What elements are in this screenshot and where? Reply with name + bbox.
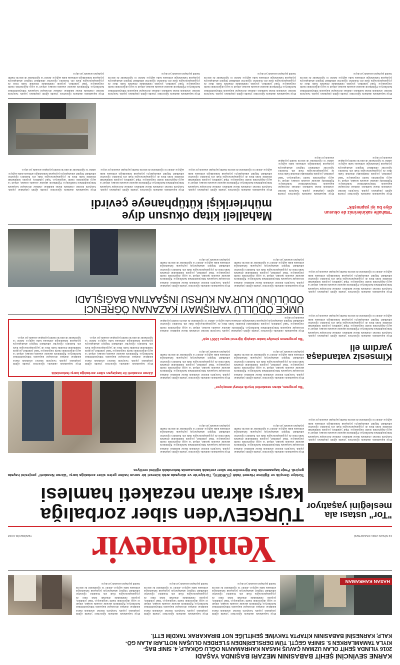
library-body-column-3: Proje kapsamında okullarda öğrencilere yönelik eğitim çalışmaları yapıldı. Gençlerin internet ortamında maruz kaldıkları olumsuz davranışlar karşısında bilinçlendirilmesi hedefleniyor. Eğitimlerde akranlar arasında nezaket, empati ve saygı değerlerinin önemi vurgulanıyor. Vakıf yetkilileri, projenin önümüzdeki dönemde farklı illere de yaygınlaştırılacağını ifade etti. Katılımcı öğrenciler edindikleri bilgileri arkadaşlarıyla paylaşarak farkındalığın artmasına katkı sağlıyor. Aileler ve öğretmenler de sürecin önemli paydaşları arasında yer alıyor. [8,168,96,191]
bottom-column-4: Proje kapsamında okullarda öğrencilere yönelik eğitim çalışmaları yapıldı. Gençlerin internet ortamında maruz kaldıkları olumsuz davranışlar karşısında bilinçlendirilmesi hedefleniyor. Eğitimlerde akranlar arasında nezaket, empati ve saygı değerlerinin önemi vurgulanıyor. Vakıf yetkilileri, projenin önümüzdeki dönemde farklı illere de yaygınlaştırılacağını ifade etti. Katılımcı öğrenciler edindikleri bilgileri arkadaşlarıyla paylaşarak farkındalığın artmasına katkı sağlıyor. Aileler ve öğretmenler de sürecin önemli paydaşları arasında yer alıyor. [8,72,104,95]
umke-body-column-2: Proje kapsamında okullarda öğrencilere yönelik eğitim çalışmaları yapıldı. Gençlerin internet ortamında maruz kaldıkları olumsuz davranışlar karşısında bilinçlendirilmesi hedefleniyor. Eğitimlerde akranlar arasında nezaket, empati ve saygı değerlerinin önemi vurgulanıyor. Vakıf yetkilileri, projenin önümüzdeki dönemde farklı illere de yaygınlaştırılacağını ifade etti. Katılımcı öğrenciler edindikleri bilgileri arkadaşlarıyla paylaşarak farkındalığın artmasına katkı sağlıyor. Aileler ve öğretmenler de sürecin önemli paydaşları arasında yer alıyor. [160,257,230,287]
library-quote [278,197,392,215]
lead-body-column-1: Proje kapsamında okullarda öğrencilere yönelik eğitim çalışmaları yapıldı. Gençlerin internet ortamında maruz kaldıkları olumsuz davranışlar karşısında bilinçlendirilmesi hedefleniyor. Eğitimlerde akranlar arasında nezaket, empati ve saygı değerlerinin önemi vurgulanıyor. Vakıf yetkilileri, projenin önümüzdeki dönemde farklı illere de yaygınlaştırılacağını ifade etti. Katılımcı öğrenciler edindikleri bilgileri arkadaşlarıyla paylaşarak farkındalığın artmasına katkı sağlıyor. Aileler ve öğretmenler de sürecin önemli paydaşları arasında yer alıyor. [234,423,304,453]
lead-headline [8,479,304,523]
lead-headline-line-1: TÜRGEV'den siber zorbalığa [40,503,304,525]
top-story-photo-caption: HASAN KAHRAMAN [340,578,392,585]
masthead-top-rule [8,570,392,571]
lead-headline-line-2: karşı akran nezaketi hamlesi [40,483,304,506]
kimsesiz-headline [308,339,392,361]
top-story-photo-small [8,575,72,615]
umke-body-column-1: Proje kapsamında okullarda öğrencilere yönelik eğitim çalışmaları yapıldı. Gençlerin internet ortamında maruz kaldıkları olumsuz davranışlar karşısında bilinçlendirilmesi hedefleniyor. Eğitimlerde akranlar arasında nezaket, empati ve saygı değerlerinin önemi vurgulanıyor. Vakıf yetkilileri, projenin önümüzdeki dönemde farklı illere de yaygınlaştırılacağını ifade etti. Katılımcı öğrenciler edindikleri bilgileri arkadaşlarıyla paylaşarak farkındalığın artmasına katkı sağlıyor. Aileler ve öğretmenler de sürecin önemli paydaşları arasında yer alıyor. [234,257,304,287]
masthead-logo [76,529,276,569]
library-body-column-2: Proje kapsamında okullarda öğrencilere yönelik eğitim çalışmaları yapıldı. Gençlerin internet ortamında maruz kaldıkları olumsuz davranışlar karşısında bilinçlendirilmesi hedefleniyor. Eğitimlerde akranlar arasında nezaket, empati ve saygı değerlerinin önemi vurgulanıyor. Vakıf yetkilileri, projenin önümüzdeki dönemde farklı illere de yaygınlaştırılacağını ifade etti. Katılımcı öğrenciler edindikleri bilgileri arkadaşlarıyla paylaşarak farkındalığın artmasına katkı sağlıyor. Aileler ve öğretmenler de sürecin önemli paydaşları arasında yer alıyor. [100,168,184,191]
umke-headline-line-1: UMKE ÖDÜLLÜ YARIŞMAYI KAZANAN ÖĞRENCİ [84,303,304,314]
kimsesiz-body: Proje kapsamında okullarda öğrencilere yönelik eğitim çalışmaları yapıldı. Gençlerin internet ortamında maruz kaldıkları olumsuz davranışlar karşısında bilinçlendirilmesi hedefleniyor. Eğitimlerde akranlar arasında nezaket, empati ve saygı değerlerinin önemi vurgulanıyor. Vakıf yetkilileri, projenin önümüzdeki dönemde farklı illere de yaygınlaştırılacağını ifade etti. Katılımcı öğrenciler edindikleri bilgileri arkadaşlarıyla paylaşarak farkındalığın artmasına katkı sağlıyor. Aileler ve öğretmenler de sürecin önemli paydaşları arasında yer alıyor. [308,314,392,337]
top-story-title: KARNE SEVİNCİNİ ŞEHİT BABASININ MEZARI BAŞINDA YAŞADI [195,652,392,659]
top-story-column-2: Proje kapsamında okullarda öğrencilere yönelik eğitim çalışmaları yapıldı. Gençlerin internet ortamında maruz kaldıkları olumsuz davranışlar karşısında bilinçlendirilmesi hedefleniyor. Eğitimlerde akranlar arasında nezaket, empati ve saygı değerlerinin önemi vurgulanıyor. Vakıf yetkilileri, projenin önümüzdeki dönemde farklı illere de yaygınlaştırılacağını ifade etti. Katılımcı öğrenciler edindikleri bilgileri arkadaşlarıyla paylaşarak farkındalığın artmasına katkı sağlıyor. Aileler ve öğretmenler de sürecin önemli paydaşları arasında yer alıyor. [144,582,208,615]
bottom-column-2: Proje kapsamında okullarda öğrencilere yönelik eğitim çalışmaları yapıldı. Gençlerin internet ortamında maruz kaldıkları olumsuz davranışlar karşısında bilinçlendirilmesi hedefleniyor. Eğitimlerde akranlar arasında nezaket, empati ve saygı değerlerinin önemi vurgulanıyor. Vakıf yetkilileri, projenin önümüzdeki dönemde farklı illere de yaygınlaştırılacağını ifade etti. Katılımcı öğrenciler edindikleri bilgileri arkadaşlarıyla paylaşarak farkındalığın artmasına katkı sağlıyor. Aileler ve öğretmenler de sürecin önemli paydaşları arasında yer alıyor. [204,72,296,95]
kimsesiz-rule [308,364,392,365]
lead-section-head: "Bu program, akran nezaketini teşvik etmeyi amaçlıyor" [214,385,304,389]
usta-headline-line-2: mesleğini yaşatıyor [306,500,392,511]
left-column-body-1: Proje kapsamında okullarda öğrencilere yönelik eğitim çalışmaları yapıldı. Gençlerin internet ortamında maruz kaldıkları olumsuz davranışlar karşısında bilinçlendirilmesi hedefleniyor. Eğitimlerde akranlar arasında nezaket, empati ve saygı değerlerinin önemi vurgulanıyor. Vakıf yetkilileri, projenin önümüzdeki dönemde farklı illere de yaygınlaştırılacağını ifade etti. Katılımcı öğrenciler edindikleri bilgileri arkadaşlarıyla paylaşarak farkındalığın artmasına katkı sağlıyor. Aileler ve öğretmenler de sürecin önemli paydaşları arasında yer alıyor. [308,270,392,293]
top-story-summary-2: KIYLA TAMAMLARKEN 5. SINIFA GEÇTİ. TÜM DERSLERİNDEN 5'LERDEN OLUŞAN NOTLARI ALAN GÖ- [125,638,392,645]
top-story-summary-1: 2016 YILINDA ŞEHİT OLAN UZMAN ÇAVUŞ HASAN KAHRAMAN'IN OĞLU GÖKALP, 4. SINIF BAŞ- [143,645,392,652]
kimsesiz-headline-line-1: Kimsesiz vatandaşa [306,352,392,362]
masthead-date: 19 NİSAN 2021 PAZARTESİ [353,534,392,538]
masthead [8,529,392,569]
bottom-column-3: Proje kapsamında okullarda öğrencilere yönelik eğitim çalışmaları yapıldı. Gençlerin internet ortamında maruz kaldıkları olumsuz davranışlar karşısında bilinçlendirilmesi hedefleniyor. Eğitimlerde akranlar arasında nezaket, empati ve saygı değerlerinin önemi vurgulanıyor. Vakıf yetkilileri, projenin önümüzdeki dönemde farklı illere de yaygınlaştırılacağını ifade etti. Katılımcı öğrenciler edindikleri bilgileri arkadaşlarıyla paylaşarak farkındalığın artmasına katkı sağlıyor. Aileler ve öğretmenler de sürecin önemli paydaşları arasında yer alıyor. [108,72,200,95]
lead-body-column-3: Proje kapsamında okullarda öğrencilere yönelik eğitim çalışmaları yapıldı. Gençlerin internet ortamında maruz kaldıkları olumsuz davranışlar karşısında bilinçlendirilmesi hedefleniyor. Eğitimlerde akranlar arasında nezaket, empati ve saygı değerlerinin önemi vurgulanıyor. Vakıf yetkilileri, projenin önümüzdeki dönemde farklı illere de yaygınlaştırılacağını ifade etti. Katılımcı öğrenciler edindikleri bilgileri arkadaşlarıyla paylaşarak farkındalığın artmasına katkı sağlıyor. Aileler ve öğretmenler de sürecin önemli paydaşları arasında yer alıyor. [234,349,304,379]
umke-photo [8,229,156,287]
top-story-summary-3: KALP, KARNESİNİ BABASININ KİTAPTA TAKVİME ŞEHİTLİĞE NOT BIRAKARAK TAKDİM ETTİ. [151,632,392,639]
umke-rule [8,314,304,315]
library-quote-line-1: "Mahalle sakinlerimiz de okusun [324,210,392,215]
top-story-column-1: Proje kapsamında okullarda öğrencilere yönelik eğitim çalışmaları yapıldı. Gençlerin internet ortamında maruz kaldıkları olumsuz davranışlar karşısında bilinçlendirilmesi hedefleniyor. Eğitimlerde akranlar arasında nezaket, empati ve saygı değerlerinin önemi vurgulanıyor. Vakıf yetkilileri, projenin önümüzdeki dönemde farklı illere de yaygınlaştırılacağını ifade etti. Katılımcı öğrenciler edindikleri bilgileri arkadaşlarıyla paylaşarak farkındalığın artmasına katkı sağlıyor. Aileler ve öğretmenler de sürecin önemli paydaşları arasında yer alıyor. [212,582,276,615]
library-headline-line-2: mührlerikişi kütüphaneye çevirdi [90,197,272,211]
library-body-column-1: Proje kapsamında okullarda öğrencilere yönelik eğitim çalışmaları yapıldı. Gençlerin internet ortamında maruz kaldıkları olumsuz davranışlar karşısında bilinçlendirilmesi hedefleniyor. Eğitimlerde akranlar arasında nezaket, empati ve saygı değerlerinin önemi vurgulanıyor. Vakıf yetkilileri, projenin önümüzdeki dönemde farklı illere de yaygınlaştırılacağını ifade etti. Katılımcı öğrenciler edindikleri bilgileri arkadaşlarıyla paylaşarak farkındalığın artmasına katkı sağlıyor. Aileler ve öğretmenler de sürecin önemli paydaşları arasında yer alıyor. [188,168,272,191]
masthead-logo-accent: evir [92,528,153,570]
masthead-website: YENİDEVİR.COM [8,534,33,538]
usta-body: Proje kapsamında okullarda öğrencilere yönelik eğitim çalışmaları yapıldı. Gençlerin internet ortamında maruz kaldıkları olumsuz davranışlar karşısında bilinçlendirilmesi hedefleniyor. Eğitimlerde akranlar arasında nezaket, empati ve saygı değerlerinin önemi vurgulanıyor. Vakıf yetkilileri, projenin önümüzdeki dönemde farklı illere de yaygınlaştırılacağını ifade etti. Katılımcı öğrenciler edindikleri bilgileri arkadaşlarıyla paylaşarak farkındalığın artmasına katkı sağlıyor. Aileler ve öğretmenler de sürecin önemli paydaşları arasında yer alıyor. [308,418,392,441]
library-side-column-2: Proje kapsamında okullarda öğrencilere yönelik eğitim çalışmaları yapıldı. Gençlerin internet ortamında maruz kaldıkları olumsuz davranışlar karşısında bilinçlendirilmesi hedefleniyor. Eğitimlerde akranlar arasında nezaket, empati ve saygı değerlerinin önemi vurgulanıyor. Vakıf yetkilileri, projenin önümüzdeki dönemde farklı illere de yaygınlaştırılacağını ifade etti. Katılımcı öğrenciler edindikleri bilgileri arkadaşlarıyla paylaşarak farkındalığın artmasına katkı sağlıyor. Aileler ve öğretmenler de sürecin önemli paydaşları arasında yer alıyor. [278,155,334,195]
library-photo [8,103,96,155]
lead-sub-head: "Bu programın şimdiye kadar ulaştığı öğrenci sayısı 1000'i aştı" [201,337,304,341]
usta-headline [308,495,392,519]
usta-headline-line-1: "Tor" ustası ala [324,510,392,520]
bottom-column-1: Proje kapsamında okullarda öğrencilere yönelik eğitim çalışmaları yapıldı. Gençlerin internet ortamında maruz kaldıkları olumsuz davranışlar karşısında bilinçlendirilmesi hedefleniyor. Eğitimlerde akranlar arasında nezaket, empati ve saygı değerlerinin önemi vurgulanıyor. Vakıf yetkilileri, projenin önümüzdeki dönemde farklı illere de yaygınlaştırılacağını ifade etti. Katılımcı öğrenciler edindikleri bilgileri arkadaşlarıyla paylaşarak farkındalığın artmasına katkı sağlıyor. Aileler ve öğretmenler de sürecin önemli paydaşları arasında yer alıyor. [300,72,392,95]
top-story-column-3: Proje kapsamında okullarda öğrencilere yönelik eğitim çalışmaları yapıldı. Gençlerin internet ortamında maruz kaldıkları olumsuz davranışlar karşısında bilinçlendirilmesi hedefleniyor. Eğitimlerde akranlar arasında nezaket, empati ve saygı değerlerinin önemi vurgulanıyor. Vakıf yetkilileri, projenin önümüzdeki dönemde farklı illere de yaygınlaştırılacağını ifade etti. Katılımcı öğrenciler edindikleri bilgileri arkadaşlarıyla paylaşarak farkındalığın artmasına katkı sağlıyor. Aileler ve öğretmenler de sürecin önemli paydaşları arasında yer alıyor. [76,582,140,615]
masthead-logo-main: Yeniden [152,528,276,570]
top-story-kicker [8,615,392,659]
lead-sidebar-head: Akran nezaketi ile başlayan siber zorbalığa karşı farkındalık [51,371,153,375]
library-rule [8,224,392,225]
lead-body-column-2: Proje kapsamında okullarda öğrencilere yönelik eğitim çalışmaları yapıldı. Gençlerin internet ortamında maruz kaldıkları olumsuz davranışlar karşısında bilinçlendirilmesi hedefleniyor. Eğitimlerde akranlar arasında nezaket, empati ve saygı değerlerinin önemi vurgulanıyor. Vakıf yetkilileri, projenin önümüzdeki dönemde farklı illere de yaygınlaştırılacağını ifade etti. Katılımcı öğrenciler edindikleri bilgileri arkadaşlarıyla paylaşarak farkındalığın artmasına katkı sağlıyor. Aileler ve öğretmenler de sürecin önemli paydaşları arasında yer alıyor. [160,423,230,453]
umke-headline [8,289,304,313]
lead-body-column-5: Proje kapsamında okullarda öğrencilere yönelik eğitim çalışmaları yapıldı. Gençlerin internet ortamında maruz kaldıkları olumsuz davranışlar karşısında bilinçlendirilmesi hedefleniyor. Eğitimlerde akranlar arasında nezaket, empati ve saygı değerlerinin önemi vurgulanıyor. Vakıf yetkilileri, projenin önümüzdeki dönemde farklı illere de yaygınlaştırılacağını ifade etti. Katılımcı öğrenciler edindikleri bilgileri arkadaşlarıyla paylaşarak farkındalığın artmasına katkı sağlıyor. Aileler ve öğretmenler de sürecin önemli paydaşları arasında yer alıyor. [160,315,304,332]
usta-photo [308,443,392,493]
library-side-column-1: Proje kapsamında okullarda öğrencilere yönelik eğitim çalışmaları yapıldı. Gençlerin internet ortamında maruz kaldıkları olumsuz davranışlar karşısında bilinçlendirilmesi hedefleniyor. Eğitimlerde akranlar arasında nezaket, empati ve saygı değerlerinin önemi vurgulanıyor. Vakıf yetkilileri, projenin önümüzdeki dönemde farklı illere de yaygınlaştırılacağını ifade etti. Katılımcı öğrenciler edindikleri bilgileri arkadaşlarıyla paylaşarak farkındalığın artmasına katkı sağlıyor. Aileler ve öğretmenler de sürecin önemli paydaşları arasında yer alıyor. [338,155,392,195]
bottom-rule [8,98,392,99]
lead-photo [8,381,156,453]
umke-headline-line-2: ÖDÜLÜNÜ KUR'AN KURSU İNŞAATINA BAĞIŞLADI [75,292,304,304]
library-quote-line-2: diye bu işi yapmıştık" [346,204,392,210]
lead-sidebar-body-2: Proje kapsamında okullarda öğrencilere yönelik eğitim çalışmaları yapıldı. Gençlerin internet ortamında maruz kaldıkları olumsuz davranışlar karşısında bilinçlendirilmesi hedefleniyor. Eğitimlerde akranlar arasında nezaket, empati ve saygı değerlerinin önemi vurgulanıyor. Vakıf yetkilileri, projenin önümüzdeki dönemde farklı illere de yaygınlaştırılacağını ifade etti. Katılımcı öğrenciler edindikleri bilgileri arkadaşlarıyla paylaşarak farkındalığın artmasına katkı sağlıyor. Aileler ve öğretmenler de sürecin önemli paydaşları arasında yer alıyor. [13,335,81,365]
library-headline-line-1: Mahalleli kitap okusun diye [121,209,272,222]
lead-sidebar-body-1: Proje kapsamında okullarda öğrencilere yönelik eğitim çalışmaları yapıldı. Gençlerin internet ortamında maruz kaldıkları olumsuz davranışlar karşısında bilinçlendirilmesi hedefleniyor. Eğitimlerde akranlar arasında nezaket, empati ve saygı değerlerinin önemi vurgulanıyor. Vakıf yetkilileri, projenin önümüzdeki dönemde farklı illere de yaygınlaştırılacağını ifade etti. Katılımcı öğrenciler edindikleri bilgileri arkadaşlarıyla paylaşarak farkındalığın artmasına katkı sağlıyor. Aileler ve öğretmenler de sürecin önemli paydaşları arasında yer alıyor. [85,335,153,365]
lead-body-column-4: Proje kapsamında okullarda öğrencilere yönelik eğitim çalışmaları yapıldı. Gençlerin internet ortamında maruz kaldıkları olumsuz davranışlar karşısında bilinçlendirilmesi hedefleniyor. Eğitimlerde akranlar arasında nezaket, empati ve saygı değerlerinin önemi vurgulanıyor. Vakıf yetkilileri, projenin önümüzdeki dönemde farklı illere de yaygınlaştırılacağını ifade etti. Katılımcı öğrenciler edindikleri bilgileri arkadaşlarıyla paylaşarak farkındalığın artmasına katkı sağlıyor. Aileler ve öğretmenler de sürecin önemli paydaşları arasında yer alıyor. [160,349,230,379]
lead-deck: Türkiye Gençlik ve Eğitime Hizmet Vakfı (TÜRGEV), Türkiye'de ve dünyada artık küresel bir sorun haline gelen siber zorbalığa karşı "Akran Nezaketi" projesini hayata geçirdi. Proje kapsamında lise öğrencilerine siber zorbalık konusunda farkındalık eğitimi veriliyor. [8,468,304,477]
masthead-bottom-rule [8,526,392,527]
kimsesiz-headline-line-2: yardım eli [349,342,392,353]
library-headline [8,193,272,221]
